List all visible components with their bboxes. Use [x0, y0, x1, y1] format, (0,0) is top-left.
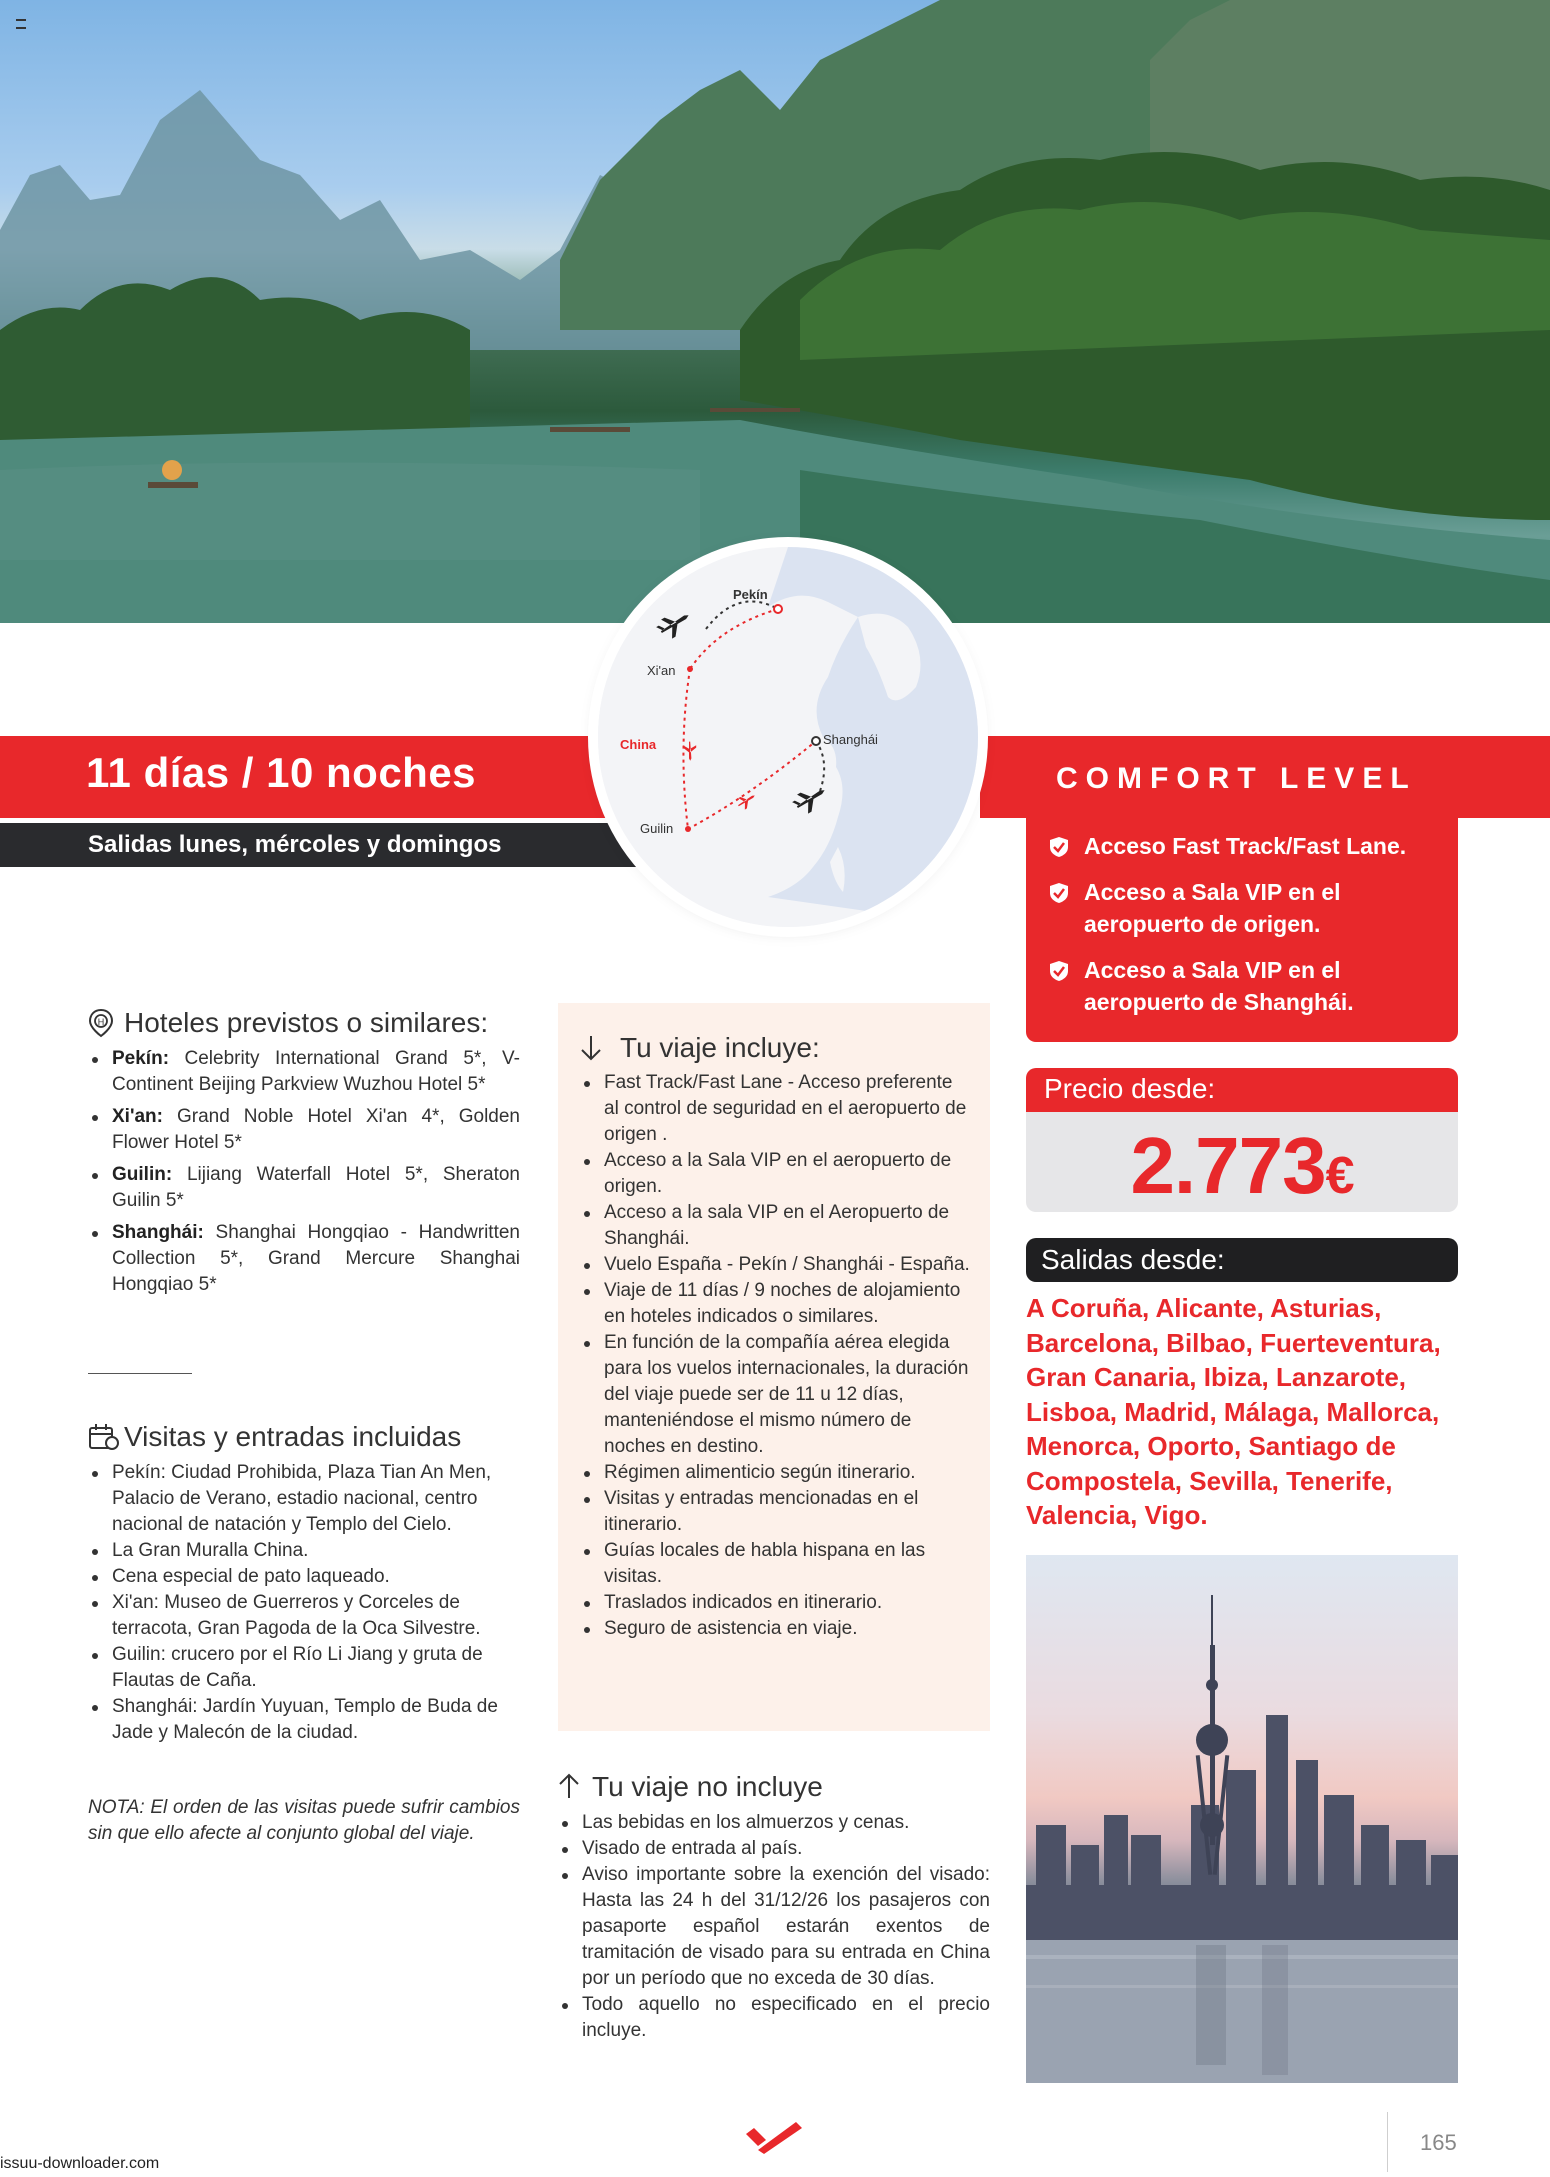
list-item: Pekín: Celebrity International Grand 5*, V-Continent Beijing Parkview Wuzhou Hotel 5* — [88, 1046, 520, 1098]
page-number: 165 — [1420, 2130, 1457, 2155]
list-item: Guías locales de habla hispana en las visitas. — [580, 1538, 972, 1590]
hero-photo-li-river — [0, 0, 1550, 623]
list-item: Acceso a la sala VIP en el Aeropuerto de Shanghái. — [580, 1200, 972, 1252]
price-label: Precio desde: — [1044, 1073, 1216, 1104]
list-item: Shanghái: Jardín Yuyuan, Templo de Buda de Jade y Malecón de la ciudad. — [88, 1694, 520, 1746]
hotels-list — [88, 1046, 520, 1304]
list-item: Cena especial de pato laqueado. — [88, 1564, 520, 1590]
shield-check-icon — [1048, 882, 1070, 904]
list-item: Fast Track/Fast Lane - Acceso preferente al control de seguridad en el aeropuerto de origen . — [580, 1070, 972, 1148]
map-label-shanghai: Shanghái — [823, 732, 878, 747]
shield-check-icon — [1048, 836, 1070, 858]
brand-logo-icon — [744, 2118, 804, 2158]
map-label-pekin: Pekín — [733, 587, 768, 602]
departure-days: Salidas lunes, mércoles y domingos — [88, 831, 502, 858]
list-item: Aviso importante sobre la exención del visado: Hasta las 24 h del 31/12/26 los pasajeros con pasaporte español estarán exentos de tramitación de visado para su entrada en China por un período que no exceda de 30 días. — [558, 1862, 990, 1992]
list-item: Visitas y entradas mencionadas en el itinerario. — [580, 1486, 972, 1538]
source-url[interactable]: issuu-downloader.com — [0, 2155, 160, 2172]
map-label-guilin: Guilin — [640, 821, 674, 836]
includes-list — [580, 1070, 972, 1642]
departure-cities-list: A Coruña, Alicante, Asturias, Barcelona, Bilbao, Fuerteventura, Gran Canaria, Ibiza, Lanzarote, Lisboa, Madrid, Málaga, Mallorca, Menorca, Oporto, Santiago de Compostela, Sevilla, Tenerife, Valencia, Vigo. — [1026, 1293, 1441, 1530]
not-included-list — [558, 1810, 990, 2044]
location-pin-icon — [88, 1008, 114, 1038]
list-item: Viaje de 11 días / 9 noches de alojamiento en hoteles indicados o similares. — [580, 1278, 972, 1330]
list-item: Xi'an: Grand Noble Hotel Xi'an 4*, Golden Flower Hotel 5* — [88, 1104, 520, 1156]
not-included-title: Tu viaje no incluye — [592, 1771, 823, 1802]
map-label-china: China — [620, 737, 657, 752]
list-item: En función de la compañía aérea elegida para los vuelos internacionales, la duración del viaje puede ser de 11 u 12 días, manteniéndose el mismo número de noches en destino. — [580, 1330, 972, 1460]
map-label-xian: Xi'an — [647, 663, 676, 678]
list-item: Traslados indicados en itinerario. — [580, 1590, 972, 1616]
list-item: Shanghái: Shanghai Hongqiao - Handwritten Collection 5*, Grand Mercure Shanghai Hongqiao 5* — [88, 1220, 520, 1298]
menu-icon[interactable] — [16, 19, 26, 29]
list-item: Pekín: Ciudad Prohibida, Plaza Tian An Men, Palacio de Verano, estadio nacional, centro nacional de natación y Templo del Cielo. — [88, 1460, 520, 1538]
list-item: Xi'an: Museo de Guerreros y Corceles de terracota, Gran Pagoda de la Oca Silvestre. — [88, 1590, 520, 1642]
itinerary-note: NOTA: El orden de las visitas puede sufrir cambios sin que ello afecte al conjunto global del viaje. — [88, 1797, 520, 1844]
ticket-calendar-icon — [88, 1422, 120, 1452]
list-item: Visado de entrada al país. — [558, 1836, 990, 1862]
visits-title: Visitas y entradas incluidas — [124, 1421, 462, 1452]
svg-text:H: H — [97, 1017, 105, 1027]
list-item: Acceso a la Sala VIP en el aeropuerto de origen. — [580, 1148, 972, 1200]
section-divider — [88, 1373, 192, 1374]
footer-divider — [1387, 2112, 1388, 2172]
comfort-level-box — [1026, 818, 1458, 1042]
trip-duration: 11 días / 10 noches — [86, 749, 477, 796]
list-item: Guilin: crucero por el Río Li Jiang y gruta de Flautas de Caña. — [88, 1642, 520, 1694]
comfort-item: Acceso Fast Track/Fast Lane. — [1048, 830, 1438, 862]
shield-check-icon — [1048, 960, 1070, 982]
departure-cities-label: Salidas desde: — [1041, 1244, 1225, 1275]
comfort-item: Acceso a Sala VIP en el aeropuerto de Shanghái. — [1048, 954, 1438, 1018]
list-item: Guilin: Lijiang Waterfall Hotel 5*, Sheraton Guilin 5* — [88, 1162, 520, 1214]
list-item: Seguro de asistencia en viaje. — [580, 1616, 972, 1642]
route-map — [598, 547, 978, 927]
arrow-up-icon — [558, 1772, 580, 1800]
list-item: Régimen alimenticio según itinerario. — [580, 1460, 972, 1486]
hotels-title: Hoteles previstos o similares: — [124, 1007, 489, 1038]
list-item: Vuelo España - Pekín / Shanghái - España. — [580, 1252, 972, 1278]
list-item: La Gran Muralla China. — [88, 1538, 520, 1564]
comfort-level-title: COMFORT LEVEL — [1056, 762, 1417, 795]
includes-title: Tu viaje incluye: — [620, 1032, 820, 1063]
list-item: Las bebidas en los almuerzos y cenas. — [558, 1810, 990, 1836]
visits-list — [88, 1460, 520, 1746]
arrow-down-icon — [580, 1034, 602, 1062]
comfort-item: Acceso a Sala VIP en el aeropuerto de origen. — [1048, 876, 1438, 940]
price-currency: € — [1325, 1147, 1354, 1205]
shanghai-skyline-photo — [1026, 1555, 1458, 2083]
price-value: 2.773€ — [1130, 1121, 1354, 1210]
list-item: Todo aquello no especificado en el precio incluye. — [558, 1992, 990, 2044]
